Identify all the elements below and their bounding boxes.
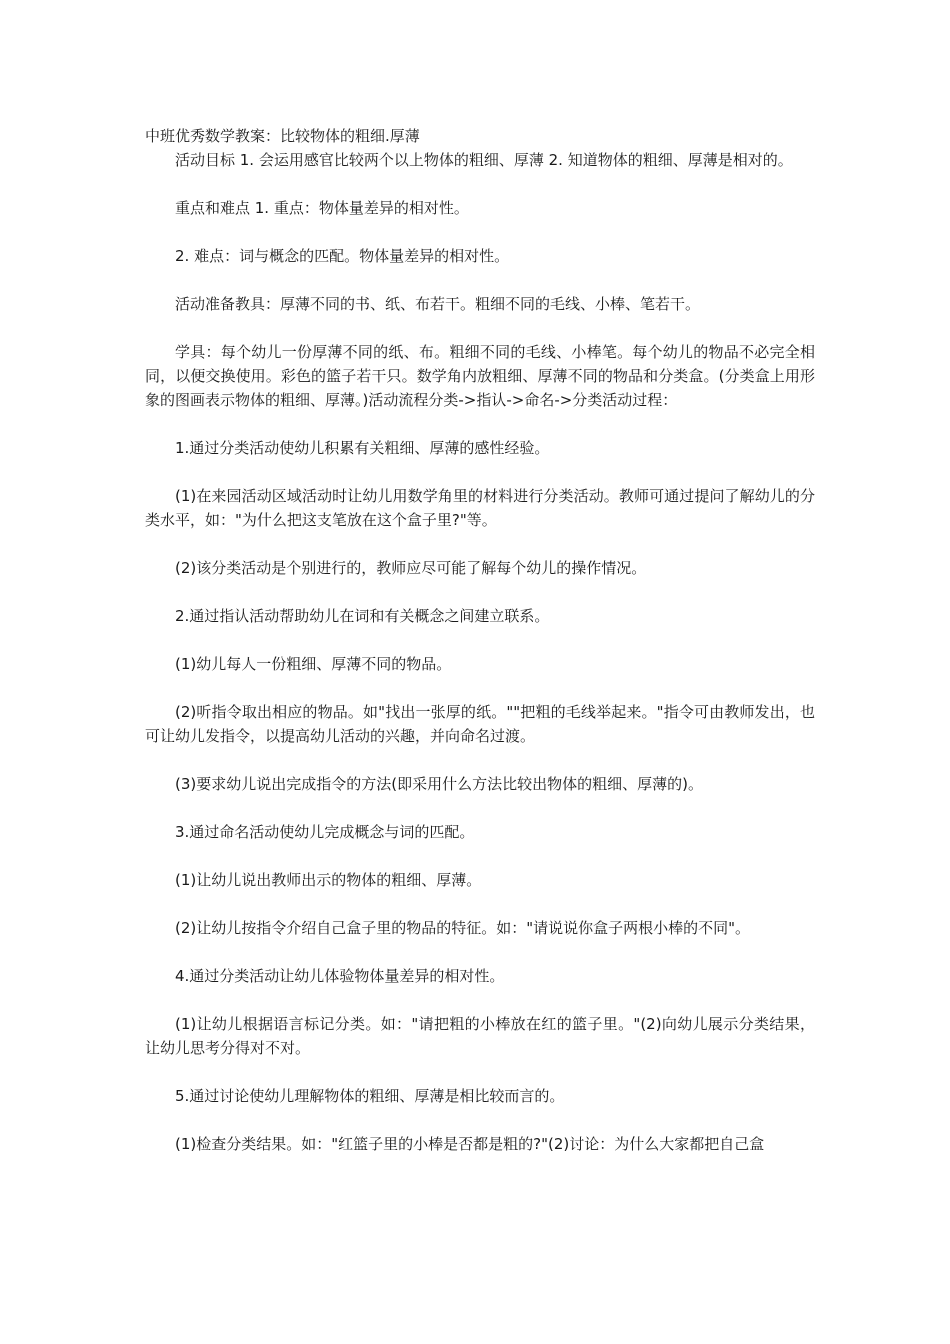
paragraph-step-3: 3.通过命名活动使幼儿完成概念与词的匹配。	[175, 823, 475, 841]
paragraph-step-5-1: (1)检查分类结果。如："红篮子里的小棒是否都是粗的?"(2)讨论：为什么大家都把自己盒	[175, 1135, 765, 1153]
paragraph-step-5: 5.通过讨论使幼儿理解物体的粗细、厚薄是相比较而言的。	[175, 1087, 565, 1105]
paragraph-learning-materials: 学具：每个幼儿一份厚薄不同的纸、布。粗细不同的毛线、小棒笔。每个幼儿的物品不必完全相同，以便交换使用。彩色的篮子若干只。数学角内放粗细、厚薄不同的物品和分类盒。(分类盒上用形象的图画表示物体的粗细、厚薄。)活动流程分类->指认->命名->分类活动过程：	[145, 343, 815, 409]
paragraph-step-1-2: (2)该分类活动是个别进行的，教师应尽可能了解每个幼儿的操作情况。	[175, 559, 647, 577]
paragraph-step-1-1: (1)在来园活动区域活动时让幼儿用数学角里的材料进行分类活动。教师可通过提问了解幼儿的分类水平，如："为什么把这支笔放在这个盒子里?"等。	[145, 487, 815, 529]
paragraph-step-2-2: (2)听指令取出相应的物品。如"找出一张厚的纸。""把粗的毛线举起来。"指令可由教师发出，也可让幼儿发指令，以提高幼儿活动的兴趣，并向命名过渡。	[145, 703, 815, 745]
paragraph-step-2-1: (1)幼儿每人一份粗细、厚薄不同的物品。	[175, 655, 452, 673]
paragraph-key-points: 重点和难点 1. 重点：物体量差异的相对性。	[175, 199, 469, 217]
paragraph-step-2: 2.通过指认活动帮助幼儿在词和有关概念之间建立联系。	[175, 607, 550, 625]
paragraph-step-4-1: (1)让幼儿根据语言标记分类。如："请把粗的小棒放在红的篮子里。"(2)向幼儿展示分类结果，让幼儿思考分得对不对。	[145, 1015, 815, 1057]
paragraph-step-3-2: (2)让幼儿按指令介绍自己盒子里的物品的特征。如："请说说你盒子两根小棒的不同"。	[175, 919, 751, 937]
paragraph-activity-goals: 活动目标 1. 会运用感官比较两个以上物体的粗细、厚薄 2. 知道物体的粗细、厚薄是相对的。	[175, 151, 793, 169]
document-body	[145, 124, 815, 1180]
paragraph-difficulties: 2. 难点：词与概念的匹配。物体量差异的相对性。	[175, 247, 510, 265]
paragraph-step-4: 4.通过分类活动让幼儿体验物体量差异的相对性。	[175, 967, 505, 985]
paragraph-step-2-3: (3)要求幼儿说出完成指令的方法(即采用什么方法比较出物体的粗细、厚薄的)。	[175, 775, 703, 793]
paragraph-teaching-materials: 活动准备教具：厚薄不同的书、纸、布若干。粗细不同的毛线、小棒、笔若干。	[175, 295, 701, 313]
document-title: 中班优秀数学教案：比较物体的粗细.厚薄	[145, 127, 420, 145]
paragraph-step-1: 1.通过分类活动使幼儿积累有关粗细、厚薄的感性经验。	[175, 439, 550, 457]
paragraph-step-3-1: (1)让幼儿说出教师出示的物体的粗细、厚薄。	[175, 871, 482, 889]
